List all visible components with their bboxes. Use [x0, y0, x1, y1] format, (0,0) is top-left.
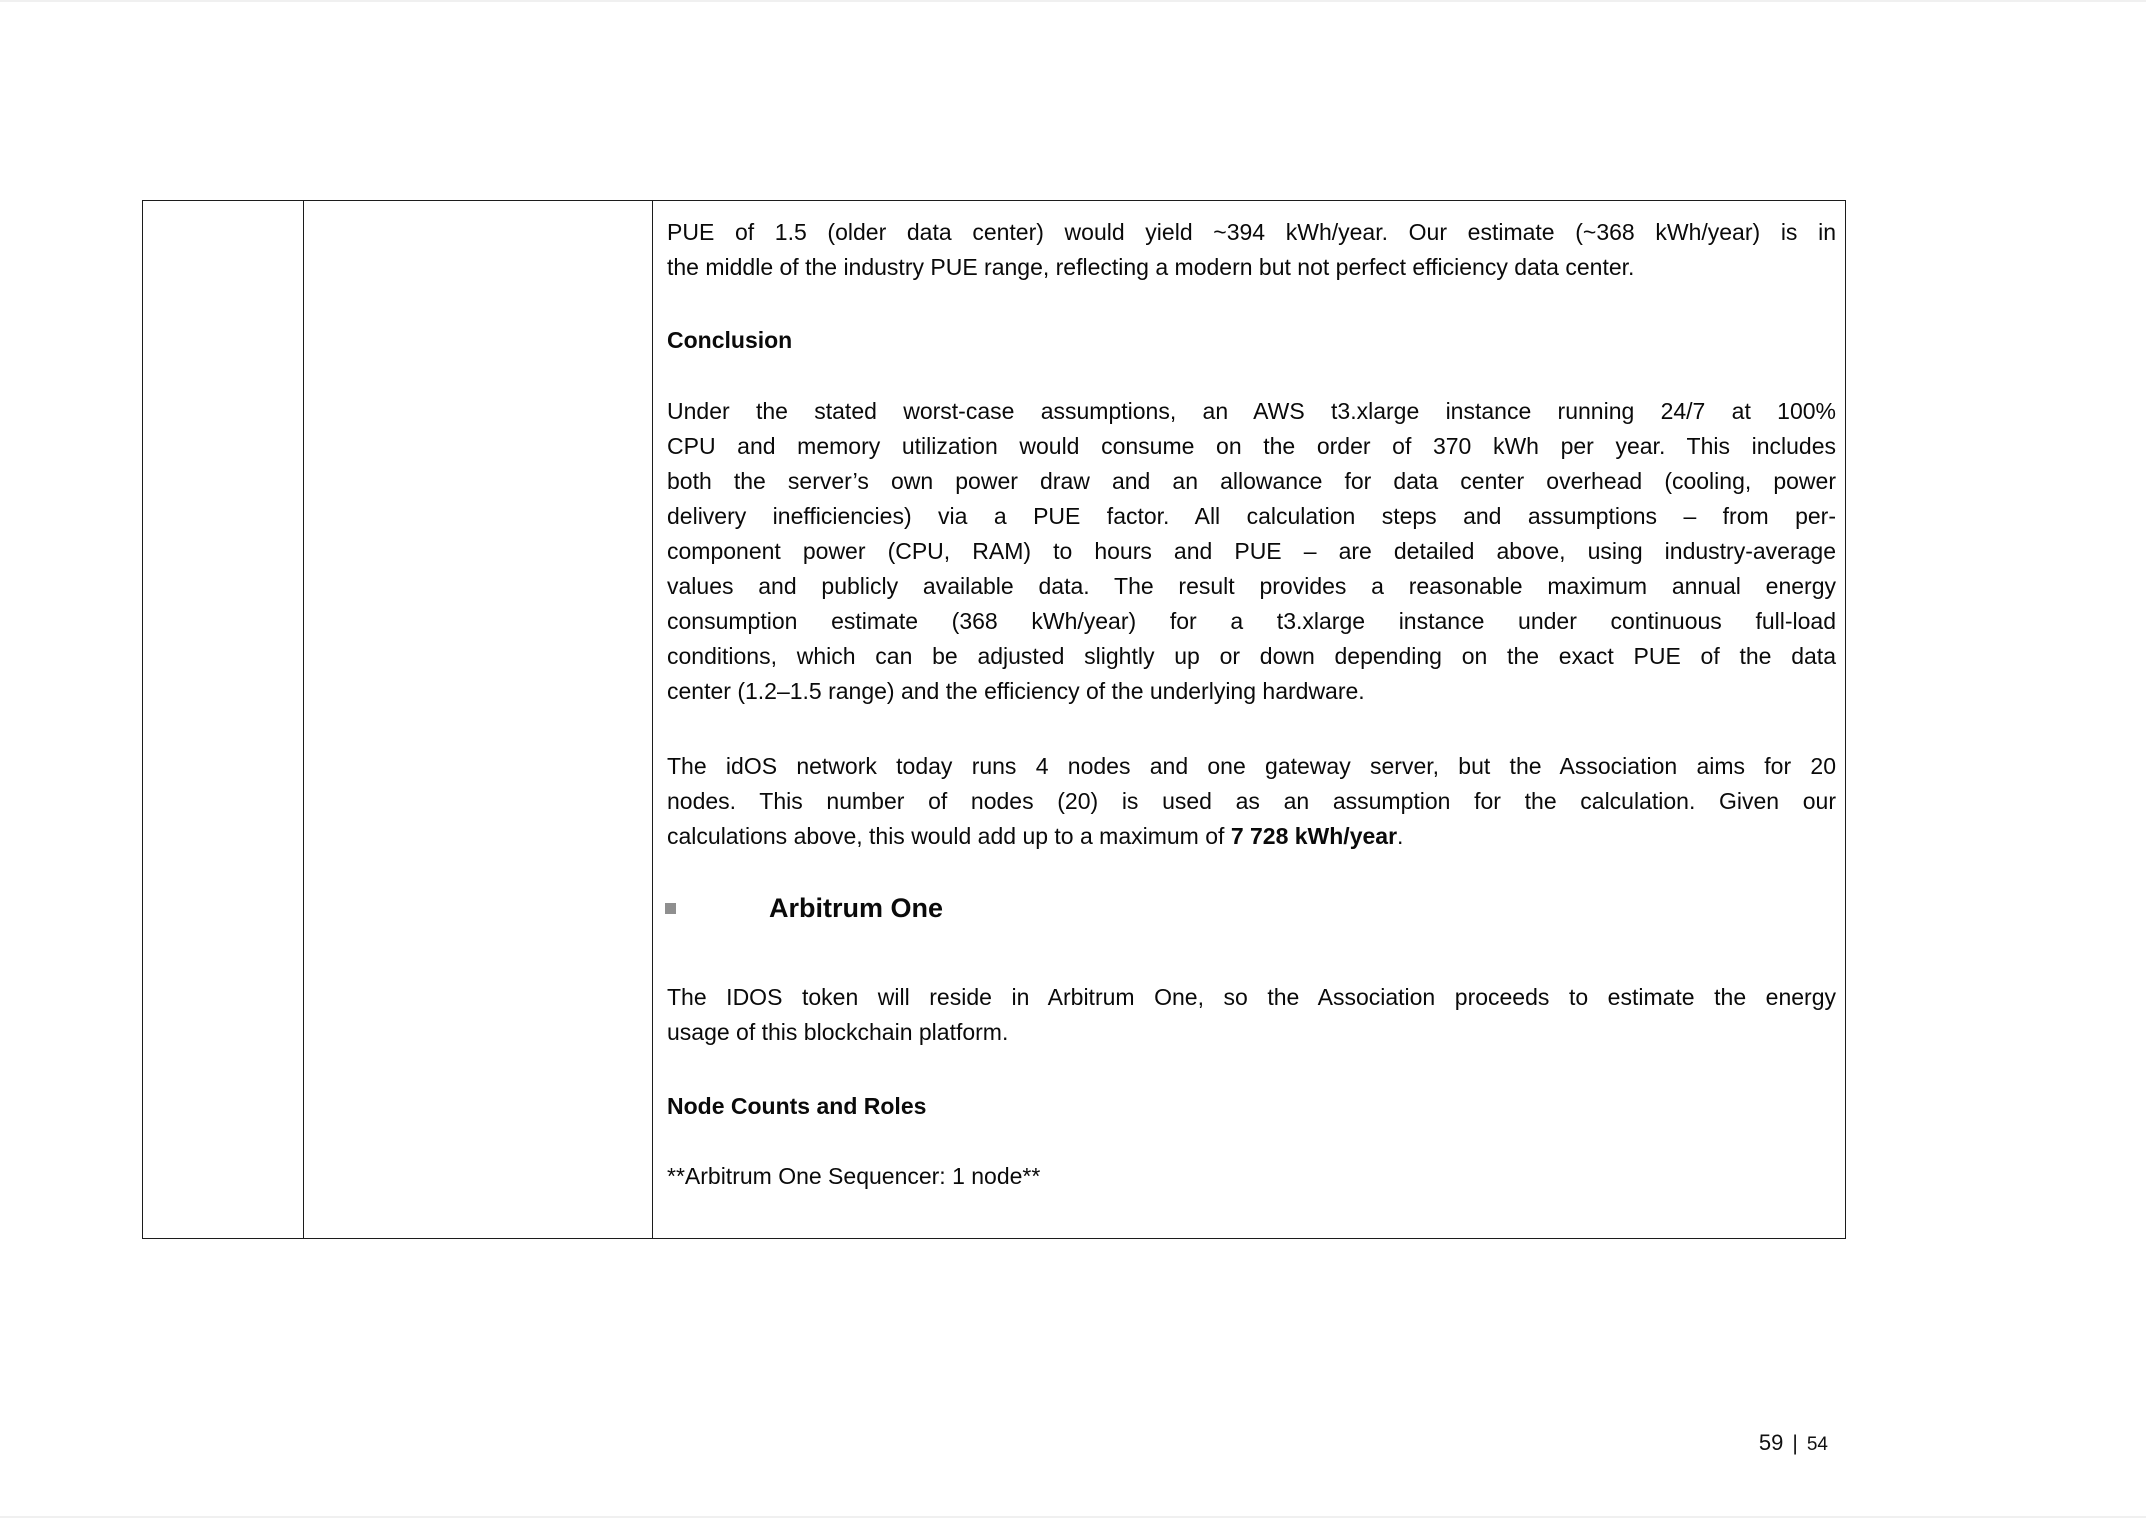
paragraph-line: The IDOS token will reside in Arbitrum One, so the Association proceeds to estimate the energy: [667, 984, 1836, 1010]
page-number-total: 54: [1806, 1434, 1828, 1455]
paragraph-idos-token: [667, 980, 1836, 1050]
paragraph-line: the middle of the industry PUE range, reflecting a modern but not perfect efficiency data center.: [667, 254, 1635, 280]
conclusion-heading: Conclusion: [667, 327, 793, 353]
text-segment: calculations above, this would add up to a maximum of: [667, 823, 1231, 849]
paragraph-conclusion: [667, 394, 1836, 709]
paragraph-line: delivery inefficiencies) via a PUE factor. All calculation steps and assumptions – from per-: [667, 503, 1836, 529]
arbitrum-one-label: Arbitrum One: [769, 893, 944, 923]
paragraph-line: values and publicly available data. The result provides a reasonable maximum annual energy: [667, 573, 1836, 599]
paragraph-line: component power (CPU, RAM) to hours and PUE – are detailed above, using industry-average: [667, 538, 1836, 564]
paragraph-line: center (1.2–1.5 range) and the efficiency of the underlying hardware.: [667, 678, 1365, 704]
page-number-current: 59: [1758, 1430, 1784, 1455]
page-top-edge: [0, 0, 2146, 2]
paragraph-pue-estimate: [667, 215, 1836, 285]
paragraph-line: both the server’s own power draw and an allowance for data center overhead (cooling, power: [667, 468, 1836, 494]
table-text-cell: [653, 201, 1845, 1238]
arbitrum-one-bullet-item: [667, 886, 1836, 930]
document-table: [142, 200, 1846, 1239]
page-number-footer: [1759, 1430, 1828, 1456]
page-number-separator: |: [1792, 1432, 1798, 1455]
text-segment: .: [1397, 823, 1404, 849]
paragraph-line: CPU and memory utilization would consume on the order of 370 kWh per year. This includes: [667, 433, 1836, 459]
paragraph-line: PUE of 1.5 (older data center) would yield ~394 kWh/year. Our estimate (~368 kWh/year) is in: [667, 219, 1836, 245]
paragraph-line: [667, 819, 1836, 854]
paragraph-idos-network: [667, 749, 1836, 854]
paragraph-line: usage of this blockchain platform.: [667, 1019, 1009, 1045]
paragraph-line: nodes. This number of nodes (20) is used as an assumption for the calculation. Given our: [667, 788, 1836, 814]
paragraph-line: conditions, which can be adjusted slightly up or down depending on the exact PUE of the data: [667, 643, 1836, 669]
paragraph-line: The idOS network today runs 4 nodes and one gateway server, but the Association aims for 20: [667, 753, 1836, 779]
table-empty-cell-2: [304, 201, 653, 1238]
paragraph-line: consumption estimate (368 kWh/year) for a t3.xlarge instance under continuous full-load: [667, 608, 1836, 634]
square-bullet-icon: [665, 903, 676, 914]
total-kwh-value: 7 728 kWh/year: [1230, 823, 1398, 849]
paragraph-line: Under the stated worst-case assumptions, an AWS t3.xlarge instance running 24/7 at 100%: [667, 398, 1836, 424]
table-empty-cell-1: [143, 201, 304, 1238]
paragraph-sequencer: **Arbitrum One Sequencer: 1 node**: [667, 1163, 1041, 1189]
node-counts-heading: Node Counts and Roles: [667, 1093, 927, 1119]
